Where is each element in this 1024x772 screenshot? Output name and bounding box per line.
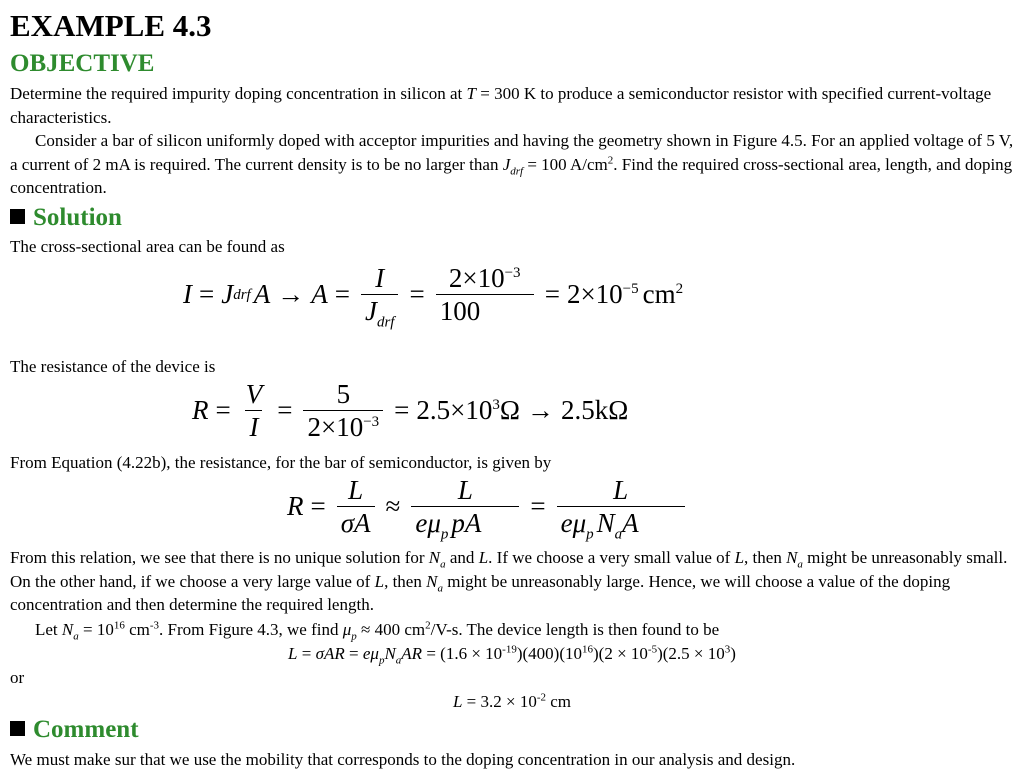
length-result: $L = 3.2 \times 10^{-2}$ cm bbox=[452, 691, 572, 711]
resistance-intro: The resistance of the device is bbox=[10, 357, 216, 376]
doping-assumption: Let $N_a = 10^{16}$ $cm^{-3}$. From Figure 4.3, we find $\mu_p \approx 400$ $cm^2/V-s$. The device length is then found to be bbox=[35, 619, 720, 643]
solution-intro: The cross-sectional area can be found as bbox=[10, 237, 285, 256]
comment-text: We must make sur that we use the mobility that corresponds to the doping concentration in our analysis and design. bbox=[10, 750, 796, 769]
bullet-square-icon bbox=[10, 209, 25, 224]
comment-heading: Comment bbox=[10, 716, 1014, 744]
length-equation: $L = \sigma AR = e\mu_pN_aAR = (1.6 \times 10^{-19})(400)(10^{16})(2 \times 10^{-5})(2.5 \times 10^3)$ bbox=[288, 643, 736, 667]
objective-text: Determine the required impurity doping concentration in silicon at T = 300 K to produce a semiconductor resistor with specified current-voltage characteristics. bbox=[10, 84, 992, 127]
resistance-equation: R = $\frac{V}{I}$ = $\frac{5}{2\times 10^{-3}}$ = $2.5\times 10^3\Omega$ → 2.5kΩ bbox=[192, 379, 629, 442]
solution-heading: Solution bbox=[10, 204, 1014, 232]
example-title: EXAMPLE 4.3 bbox=[10, 8, 212, 43]
equation-reference-text: From Equation (4.22b), the resistance, for the bar of semiconductor, is given by bbox=[10, 453, 552, 472]
or-text: or bbox=[10, 668, 25, 687]
problem-statement: Consider a bar of silicon uniformly doped with acceptor impurities and having the geometry shown in Figure 4.5. For an applied voltage of 5 V, a current of 2 mA is required. The current density is to be no larger than $J_{drf} = 100$ $A/cm^2$. Find the required cross-sectional area, length, and doping concentration. bbox=[10, 131, 1014, 197]
bar-resistance-equation: R = $\frac{L}{\sigma A}$ ≈ $\frac{L}{e\mu_p pA}$ = $\frac{L}{e\mu_p N_aA}$ bbox=[287, 474, 689, 539]
objective-heading: OBJECTIVE bbox=[10, 50, 155, 77]
relation-paragraph: From this relation, we see that there is no unique solution for $N_a$ and L. If we choose a very small value of L, then $N_a$ might be unreasonably small. On the other hand, if we choose a very large value of L, then $N_a$ might be unreasonably large. Hence, we will choose a value of the doping concentration and then determine the required length. bbox=[10, 548, 1008, 614]
cross-section-equation: I = J drf A → A = $\frac{I}{J_{drf}}$ = $\frac{2\times 10^{-3}}{100}$ = $2\times 10^{-5}$ $cm^2$ bbox=[183, 263, 684, 331]
bullet-square-icon bbox=[10, 721, 25, 736]
